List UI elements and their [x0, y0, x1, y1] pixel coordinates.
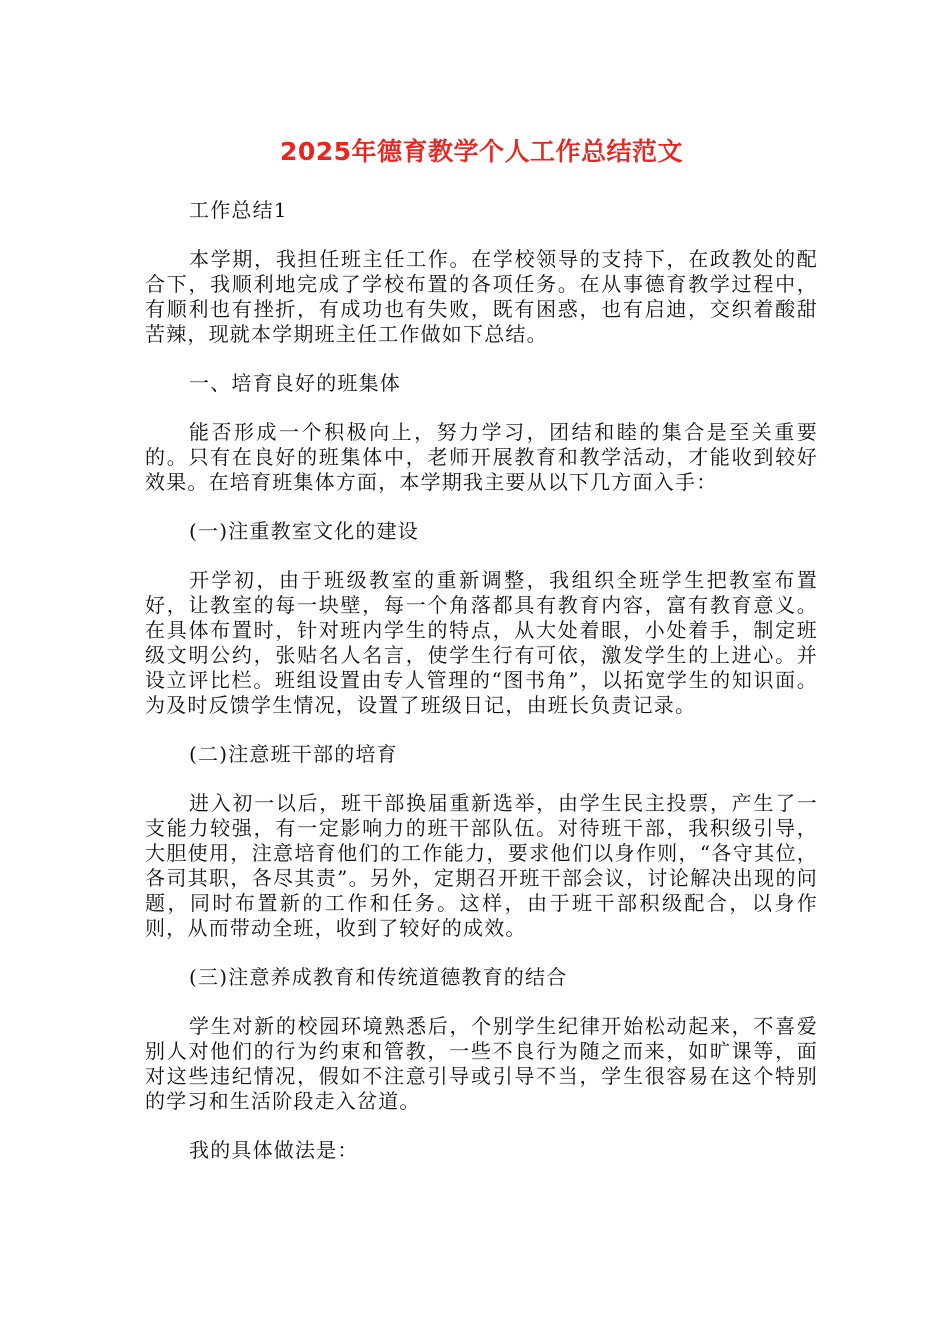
body-paragraph: 学生对新的校园环境熟悉后，个别学生纪律开始松动起来，不喜爱别人对他们的行为约束和管教，一些不良行为随之而来，如旷课等，面对这些违纪情况，假如不注意引导或引导不当，学生很容易在这个特别的学习和生活阶段走入岔道。 — [145, 1014, 818, 1113]
body-paragraph: 能否形成一个积极向上，努力学习，团结和睦的集合是至关重要的。只有在良好的班集体中，老师开展教育和教学活动，才能收到较好效果。在培育班集体方面，本学期我主要从以下几方面入手： — [145, 420, 818, 494]
subsection-heading: (二)注意班干部的培育 — [189, 742, 398, 766]
section-heading: 工作总结1 — [189, 198, 288, 222]
subsection-heading: (一)注重教室文化的建设 — [189, 519, 420, 543]
section-heading: 一、培育良好的班集体 — [189, 371, 401, 395]
body-paragraph: 进入初一以后，班干部换届重新选举，由学生民主投票，产生了一支能力较强，有一定影响力的班干部队伍。对待班干部，我积级引导，大胆使用，注意培育他们的工作能力，要求他们以身作则，“各守其位，各司其职，各尽其责”。另外，定期召开班干部会议，讨论解决出现的问题，同时布置新的工作和任务。这样，由于班干部积级配合，以身作则，从而带动全班，收到了较好的成效。 — [145, 791, 818, 940]
document-title: 2025年德育教学个人工作总结范文 — [279, 137, 684, 166]
body-paragraph: 我的具体做法是： — [189, 1138, 359, 1162]
body-paragraph: 开学初，由于班级教室的重新调整，我组织全班学生把教室布置好，让教室的每一块壁，每一个角落都具有教育内容，富有教育意义。在具体布置时，针对班内学生的特点，从大处着眼，小处着手，制定班级文明公约，张贴名人名言，使学生行有可依，激发学生的上进心。并设立评比栏。班组设置由专人管理的“图书角”，以拓宽学生的知识面。为及时反馈学生情况，设置了班级日记，由班长负责记录。 — [145, 568, 818, 717]
subsection-heading: (三)注意养成教育和传统道德教育的结合 — [189, 965, 568, 989]
body-paragraph: 本学期，我担任班主任工作。在学校领导的支持下，在政教处的配合下，我顺利地完成了学校布置的各项任务。在从事德育教学过程中，有顺利也有挫折，有成功也有失败，既有困惑，也有启迪，交织着酸甜苦辣，现就本学期班主任工作做如下总结。 — [145, 247, 818, 346]
